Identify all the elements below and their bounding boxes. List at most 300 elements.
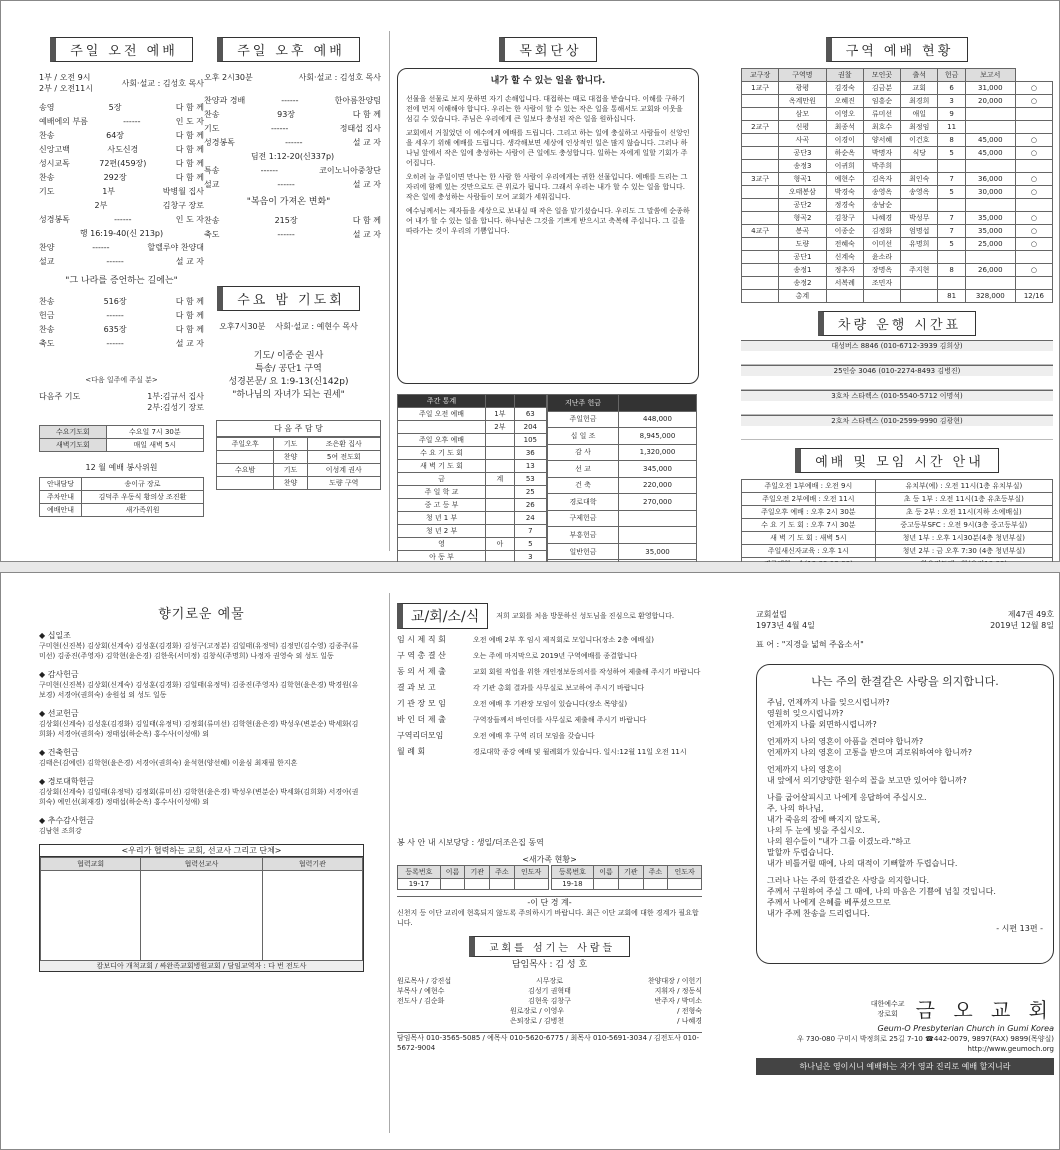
news-item-text: 각 기관 총회 결과를 사무실로 보고하여 주시기 바랍니다 [473,684,645,692]
table-cell: 19-17 [398,879,441,890]
table-cell [863,290,900,303]
order-row [204,179,381,190]
table-cell: 새가족위원 [82,504,204,517]
pastor-paragraph: 오히려 늘 주일이면 만나는 한 사람 한 사람이 우리에게는 귀한 선물입니다. 예배를 드리는 그 자리에 함께 있는 것만으로도 큰 위로가 됩니다. 그래서 우리는 내가 할 수 있는 일을 합니다. 작은 일에 충성하는 사람들이 모여 교회가 세워집니다. [406,173,688,201]
order-row [39,172,204,183]
table-row [40,491,204,504]
partners-title: <우리가 협력하는 교회, 선교사 그리고 단체> [40,845,363,857]
table-cell [901,290,938,303]
table-cell: 최종석 [826,121,863,134]
order-cell: ------ [106,311,124,320]
table-cell: 지난주 헌금 [548,395,619,412]
afternoon-worship-column [196,37,381,552]
table-cell: 애일 [901,108,938,121]
order-cell: 516장 [103,297,127,306]
order-cell: 215장 [274,216,298,225]
table-cell [742,108,779,121]
table-cell: 45,000 [965,134,1015,147]
church-url[interactable]: http://www.geumoch.org [967,1045,1054,1053]
offering-group-title: ◆ 감사헌금 [39,670,79,679]
server-row [397,976,702,986]
table-cell: 교회 [901,82,938,95]
wednesday-prayer: 기도/ 이종순 권사 [253,351,324,361]
order-row [39,256,204,267]
table-row [742,212,1053,225]
volume: 제47권 49호 [1007,610,1054,619]
table-cell [742,212,779,225]
table-cell [901,160,938,173]
table-cell: 김창구 [826,212,863,225]
partners-header: 협력선교사 [141,858,262,871]
psalm-line: 말할까 두렵습니다. [767,848,834,857]
afternoon-order-list [196,95,381,190]
wednesday-preacher: 사회·설교 : 예현수 목사 [275,322,358,331]
news-item-label: 바 인 더 제 출 [397,715,446,724]
table-cell: 공단1 [779,251,826,264]
table-cell [938,160,965,173]
partners-table [40,857,363,961]
table-cell [619,527,697,544]
order-row [204,151,381,162]
table-cell: 26 [514,499,546,512]
order-cell: 기도 [204,124,220,133]
table-cell: 영 [398,538,486,551]
table-cell: 김금분 [863,82,900,95]
table-cell: 45,000 [965,147,1015,160]
table-cell: 양서혜 [863,134,900,147]
pastor-column-title: 목회단상 [499,37,596,62]
table-cell [742,277,779,290]
wednesday-sermon: "하나님의 자녀가 되는 권세" [232,390,345,400]
news-item [397,747,702,757]
table-cell: 안내담당 [40,478,82,491]
table-row [548,477,697,494]
table-cell: 송영옥 [863,186,900,199]
church-name: 금 오 교 회 [915,998,1054,1022]
table-cell: 봉곡 [779,225,826,238]
morning-worship-title: 주일 오전 예배 [50,37,193,62]
finance-section [397,394,699,577]
table-row [398,525,547,538]
order-cell: ------ [260,166,278,175]
table-cell [1015,108,1052,121]
order-cell: ------ [106,339,124,348]
table-cell: 36,000 [965,173,1015,186]
news-items [397,635,702,757]
table-cell: 5 [514,538,546,551]
table-cell: 청년 1부 : 오후 1시30분(4층 청년부실) [875,532,1052,545]
table-cell: 최호수 [863,121,900,134]
order-cell: 찬송 [204,110,220,119]
table-cell: 이경이 [826,134,863,147]
table-row [398,421,547,434]
table-cell [486,525,515,538]
column-divider [389,593,390,1133]
table-cell: 중 고 등 부 [398,499,486,512]
order-row [204,109,381,120]
offering-group-names: 구미현(신진복) 김상회(신계숙) 김성훈(김경화) 김성구(고정분) 김일태(유정덕) 김정민(김수영) 김종주(류미선) 김종진(주영자) 김학현(윤은경) 김한욱(서미정) 김창식(주명희) 나정자 권영숙 외 성도 일동 [39,642,359,660]
table-row [742,160,1053,173]
order-row [39,338,204,349]
pastor-paragraph: 교회에서 거칠었던 이 예수에게 예배를 드립니다. 그리고 하는 일에 충실하고 사람들이 신앙인을 세우기 위해 예배를 드립니다. 생각해보면 세상에 인상적인 일은 많지 않습니다. 그러나 하나님 앞에서 작은 일에 충성하는 사람이 큰 일에도 충성합니다. 일하는 자에게 일할 기회가 주어집니다. [406,129,690,167]
table-row [742,121,1053,134]
order-cell: 635장 [103,325,127,334]
table-cell: 박명자 [863,147,900,160]
table-cell: 김옥자 [863,173,900,186]
table-cell: 임흥순 [863,95,900,108]
table-cell: 삼모 [779,108,826,121]
table-cell: 권찰 [826,69,863,82]
vehicle-schedule [741,340,1053,440]
order-cell: 인 도 자 [175,117,204,126]
news-item-text: 오전 예배 후 기관장 모임이 있습니다(장소 목양실) [473,700,628,708]
order-cell: 정태섭 집사 [339,124,381,133]
table-cell [1015,251,1052,264]
table-row [742,108,1053,121]
table-row [742,199,1053,212]
table-row [551,866,702,879]
order-cell: 설 교 자 [175,257,204,266]
offering-group-title: ◆ 선교헌금 [39,709,79,718]
table-cell: 8,945,000 [619,428,697,445]
psalm-line: 내 앞에서 의기양양한 원수의 꼴을 보고만 있어야 합니까? [767,776,967,785]
servers-title: 교회를 섬기는 사람들 [469,936,630,957]
table-cell: 53 [514,473,546,486]
table-row [548,444,697,461]
order-cell: 축도 [39,339,55,348]
table-cell: 초 등 2부 : 오전 11시(지하 소예배실) [875,506,1052,519]
table-row [398,486,547,499]
order-row [204,165,381,176]
table-cell: 송정3 [779,160,826,173]
order-cell: ------ [277,180,295,189]
order-cell: 찬송 [39,173,55,182]
table-cell: 주일오전 2부예배 : 오전 11시 [742,493,876,506]
table-row [548,494,697,511]
table-cell: 270,000 [619,494,697,511]
table-cell: 이름 [594,866,619,879]
psalm-line: 그러나 나는 주의 한결같은 사랑을 의지합니다. [767,876,930,885]
table-cell: 등록번호 [398,866,441,879]
afternoon-sermon-title: "복음이 가져온 변화" [246,197,331,207]
news-item-label: 구 역 총 결 산 [397,651,446,660]
order-cell: 설 교 자 [352,230,381,239]
server-row [397,996,702,1006]
psalm-line: 영원히 잊으시렵니까? [767,709,844,718]
server-cell: 원로목사 / 강진섭 [397,977,452,985]
order-cell: 2부 [94,201,108,210]
table-cell: ○ [1015,173,1052,186]
pastor-paragraph: 선물을 선물로 보지 못하면 자기 손해입니다. 대접하는 때로 대접을 받습니다. 이해를 구하기 전에 먼저 이해해야 합니다. 우리는 한 사람이 할 수 있는 작은 일을 통해서도 교회와 이웃을 섬길 수 있습니다. 주님은 우리에게 큰 일보다 충성된 작은 일을 원하십니다. [406,95,686,123]
order-cell: 헌금 [39,311,55,320]
bulletin-inner-sheet [0,0,1060,562]
order-cell: ------ [281,96,299,105]
table-cell: 송이규 장로 [82,478,204,491]
table-row [742,519,1053,532]
order-row [39,214,204,225]
table-cell: 36 [514,447,546,460]
motto-theme: 표 어 : "지경을 넓혀 주옵소서" [756,640,864,649]
table-row [217,477,381,490]
table-cell: 328,000 [965,290,1015,303]
server-cell: 지휘자 / 정동식 [654,987,702,995]
table-cell: 중고등부SFC : 오전 9시(3층 중고등부실) [875,519,1052,532]
table-cell: 정추자 [826,264,863,277]
table-cell: 31,000 [965,82,1015,95]
order-cell: 다 함 께 [352,110,381,119]
table-cell: 9 [938,108,965,121]
table-cell [486,486,515,499]
psalm-title: 나는 주의 한결같은 사랑을 의지합니다. [811,675,999,688]
table-cell: 주일헌금 [548,411,619,428]
table-row [742,95,1053,108]
table-cell: ○ [1015,186,1052,199]
table-cell: 최경희 [901,95,938,108]
offering-table [547,394,697,577]
table-cell [490,879,515,890]
offering-groups [39,630,364,836]
server-row [397,986,702,996]
order-cell: ------ [285,138,303,147]
table-row [742,225,1053,238]
psalm-line: 주께서 구원하여 주실 그 때에, 나의 마음은 기쁨에 넘칠 것입니다. [767,887,996,896]
order-row [39,186,204,197]
table-cell [742,134,779,147]
news-item-label: 임 시 제 직 회 [397,635,446,644]
table-row [40,504,204,517]
table-cell [514,879,548,890]
table-cell: 김경숙 [826,82,863,95]
table-cell: 광평 [779,82,826,95]
table-cell [901,199,938,212]
order-cell: 다 함 께 [175,311,204,320]
vehicle-grid [741,426,1053,440]
order-cell: 설교 [204,180,220,189]
news-item-label: 월 례 회 [397,747,426,756]
table-cell: 인도자 [514,866,548,879]
order-cell: ------ [277,230,295,239]
psalm-line: 언제까지 나의 영혼이 고통을 받으며 괴로워하여야 합니까? [767,748,972,757]
offering-names-column [39,603,364,1143]
order-row [204,215,381,226]
wednesday-label: 수요기도회 [40,426,107,439]
table-cell: 이건호 [901,134,938,147]
table-cell: 주일오후 [217,438,274,451]
order-cell: 찬송 [204,216,220,225]
table-cell: 식당 [901,147,938,160]
table-cell: 5 [938,186,965,199]
order-cell: 다 함 께 [175,145,204,154]
cover-column [756,609,1054,1139]
table-row [548,510,697,527]
table-row [398,473,547,486]
pastor-paragraph: 예수님께서는 제자들을 세상으로 보내실 때 작은 일을 맡기셨습니다. 우리도 그 말씀에 순종하여 내가 할 수 있는 일을 합니다. 하나님은 그것을 기쁘게 받으시고 축복해 주십니다. 그 길을 따라가는 것이 우리의 기쁨입니다. [406,207,690,235]
table-cell [938,251,965,264]
table-cell: 일반헌금 [548,543,619,560]
next-week-names: 1부:김규서 집사 2부:김성기 장로 [147,392,204,412]
table-row [742,290,1053,303]
duty-title: 12 월 예배 봉사위원 [85,463,158,472]
table-row [548,543,697,560]
meeting-time-table [39,425,204,452]
morning-time-1: 1부 / 오전 9시 [39,73,91,82]
table-cell: 송남순 [863,199,900,212]
table-cell: 7 [514,525,546,538]
order-row [39,102,204,113]
table-cell: 박성무 [901,212,938,225]
heresy-title: -이 단 경 계- [397,896,702,908]
table-cell: 류미선 [863,108,900,121]
table-cell: 인도자 [668,866,702,879]
table-row [742,480,1053,493]
server-cell: 김현욱 김창구 [528,997,571,1005]
table-cell: 도량 구역 [307,477,380,490]
table-cell: 24 [514,512,546,525]
news-item-label: 기 관 장 모 임 [397,699,446,708]
table-cell [901,251,938,264]
vehicle-grid [741,401,1053,415]
table-cell: 유치부(예) : 오전 11시(1층 유치부실) [875,480,1052,493]
offering-group-title: ◆ 십일조 [39,631,71,640]
vehicle-route: 25인승 3046 (010-2274-8493 김병진) [741,365,1053,376]
order-cell: 설교 [39,257,55,266]
table-row [742,493,1053,506]
news-item [397,651,702,661]
table-cell: 5 [938,147,965,160]
table-cell: 찬양 [274,477,307,490]
table-cell [965,199,1015,212]
table-cell: 정경숙 [826,199,863,212]
table-row [742,264,1053,277]
table-row [398,434,547,447]
table-cell: 주간 통계 [398,395,486,408]
psalm-line: 주, 나의 하나님, [767,804,824,813]
table-cell: 이종순 [826,225,863,238]
order-cell: ------ [123,117,141,126]
order-row [39,158,204,169]
pastor-column-box [397,68,699,384]
table-cell: 기도 [274,438,307,451]
wednesday-title: 수요 밤 기도회 [217,286,360,311]
table-cell: 보고서 [965,69,1015,82]
order-row [39,116,204,127]
order-row [39,130,204,141]
order-row [204,137,381,148]
table-cell: 출석 [901,69,938,82]
table-cell: 송영옥 [901,186,938,199]
bulletin-outer-sheet [0,572,1060,1150]
next-duty-table [216,437,381,490]
table-cell [1015,160,1052,173]
table-cell: 6 [938,82,965,95]
est-label: 교회설립 [756,610,787,619]
table-cell [486,434,515,447]
psalm-line: 주님, 언제까지 나를 잊으시렵니까? [767,698,890,707]
table-cell: 기관 [618,866,643,879]
motto-banner: 하나님은 영이시니 예배하는 자가 영과 진리로 예배 할지니라 [756,1058,1054,1075]
table-cell: 13 [514,460,546,473]
order-cell: 다 함 께 [352,216,381,225]
table-cell [938,199,965,212]
table-cell: 이름 [440,866,465,879]
table-cell [217,451,274,464]
vehicle-route: 2호차 스타렉스 (010-2599-9990 김광현) [741,415,1053,426]
table-cell [440,879,465,890]
psalm-line: 내가 주께 찬송을 드리렵니다. [767,909,870,918]
denomination: 대한예수교 장로회 [870,999,905,1018]
psalm-line: 언제까지 나의 영혼이 [767,765,842,774]
table-row [217,464,381,477]
weekly-stats-table [397,394,547,577]
server-cell: 전도사 / 김순화 [397,997,445,1005]
order-row [39,296,204,307]
afternoon-time: 오후 2시30분 [204,73,253,82]
table-row [217,451,381,464]
order-row [204,123,381,134]
table-cell: 수 요 기 도 회 : 오후 7시 30분 [742,519,876,532]
order-cell: 사도신경 [107,145,139,154]
table-row [217,438,381,451]
psalm-line: 내가 비틀거릴 때에, 나의 대적이 기뻐할까 두렵습니다. [767,859,958,868]
table-cell: 최인숙 [901,173,938,186]
table-row [742,173,1053,186]
table-cell: 30,000 [965,186,1015,199]
morning-order-list [39,102,204,267]
order-row [204,229,381,240]
order-cell: 찬송 [39,297,55,306]
table-cell: 송정1 [779,264,826,277]
table-cell: 장명옥 [863,264,900,277]
table-row [742,69,1053,82]
order-row [39,144,204,155]
table-cell: 이미선 [863,238,900,251]
table-cell: 신평 [779,121,826,134]
order-cell: 축도 [204,230,220,239]
table-row [742,545,1053,558]
table-cell: 찬양 [274,451,307,464]
table-cell: 건 축 [548,477,619,494]
server-cell: 찬양대장 / 이헌기 [647,977,702,985]
table-cell [742,290,779,303]
table-cell [1015,277,1052,290]
newcomer-table [551,865,703,890]
table-cell: 교구장 [742,69,779,82]
table-cell: 3교구 [742,173,779,186]
morning-worship-column [39,37,204,552]
order-cell: ------ [270,124,289,133]
table-row [551,879,702,890]
psalm-line: 주께서 나에게 은혜를 베푸셨으므로 [767,898,891,907]
order-cell: 다 함 께 [175,159,204,168]
table-cell: 주소 [490,866,515,879]
order-cell: 찬송 [39,131,55,140]
order-cell: 설 교 자 [175,339,204,348]
table-cell: 35,000 [619,543,697,560]
order-cell: 292장 [103,173,127,182]
table-cell: ○ [1015,134,1052,147]
table-cell [742,160,779,173]
server-cell: / 나혜경 [677,1017,702,1025]
order-cell: 찬송 [39,325,55,334]
wednesday-scripture: 성경본문/ 요 1:9-13(신142p) [228,377,349,387]
sheet-gap [0,562,1060,572]
table-cell: 형곡2 [779,212,826,225]
order-cell: 김창구 장로 [162,201,204,210]
table-row [548,428,697,445]
table-cell [965,160,1015,173]
district-title: 구역 예배 현황 [826,37,969,62]
table-cell: 주소 [643,866,668,879]
